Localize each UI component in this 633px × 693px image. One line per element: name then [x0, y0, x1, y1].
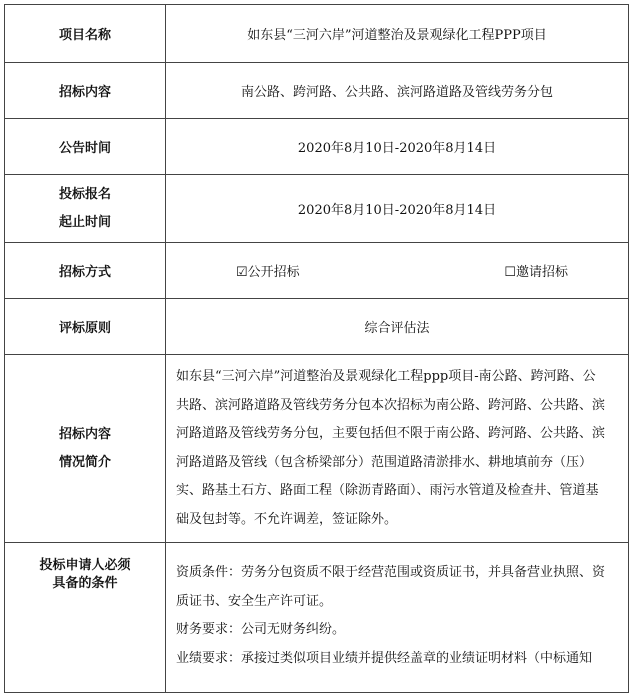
content-intro-line: 础及包封等。不允许调差，签证除外。: [176, 511, 398, 527]
evaluation-principle-value: 综合评估法: [166, 299, 629, 355]
announce-time-value: 2020年8月10日-2020年8月14日: [166, 119, 629, 175]
row-requirements: [5, 543, 629, 693]
content-intro-label: [5, 355, 166, 543]
row-content-intro: [5, 355, 629, 543]
content-intro-line: 河路道路及管线劳务分包，主要包括但不限于南公路、跨河路、公共路、滨: [176, 426, 606, 441]
row-evaluation-principle: [5, 299, 629, 355]
requirements-line: 业绩要求：承接过类似项目业绩并提供经盖章的业绩证明材料（中标通知: [176, 650, 593, 666]
content-intro-label-line2: 情况简介: [58, 454, 111, 470]
requirements-label-line2: 具备的条件: [52, 576, 118, 591]
tender-content-label: 招标内容: [5, 63, 166, 119]
row-bid-registration-time: [5, 175, 629, 243]
project-name-label: 项目名称: [5, 5, 166, 63]
tender-info-table: [4, 4, 629, 693]
requirements-label: [5, 543, 166, 693]
row-project-name: [5, 5, 629, 63]
tender-method-options: [166, 243, 629, 299]
bid-registration-label: [5, 175, 166, 243]
evaluation-principle-label: 评标原则: [5, 299, 166, 355]
row-tender-content: [5, 63, 629, 119]
tender-method-label: 招标方式: [5, 243, 166, 299]
content-intro-line: 如东县“三河六岸”河道整治及景观绿化工程ppp项目-南公路、跨河路、公: [176, 369, 596, 384]
row-tender-method: [5, 243, 629, 299]
requirements-line: 资质条件：劳务分包资质不限于经营范围或资质证书，并具备营业执照、资: [176, 565, 606, 580]
requirements-text: [166, 543, 629, 693]
tender-content-value: 南公路、跨河路、公共路、滨河路道路及管线劳务分包: [166, 63, 629, 119]
requirements-line: 财务要求：公司无财务纠纷。: [176, 622, 346, 637]
announce-time-label: 公告时间: [5, 119, 166, 175]
content-intro-line: 河路道路及管线（包含桥梁部分）范围道路清淤排水、耕地填前夯（压）: [176, 454, 593, 470]
requirements-label-line1: 投标申请人必须: [39, 558, 131, 573]
bid-registration-label-line1: 投标报名: [58, 186, 111, 202]
content-intro-line: 实、路基土石方、路面工程（除沥青路面）、雨污水管道及检查井、管道基: [176, 483, 599, 498]
open-tender-checkbox: ☑公开招标: [236, 265, 300, 280]
bid-registration-label-line2: 起止时间: [58, 214, 111, 230]
project-name-value: 如东县“三河六岸”河道整治及景观绿化工程PPP项目: [166, 5, 629, 63]
requirements-line: 质证书、安全生产许可证。: [176, 593, 333, 609]
bid-registration-value: 2020年8月10日-2020年8月14日: [166, 175, 629, 243]
content-intro-label-line1: 招标内容: [58, 426, 111, 442]
content-intro-text: [166, 355, 629, 543]
content-intro-line: 共路、滨河路道路及管线劳务分包本次招标为南公路、跨河路、公共路、滨: [176, 397, 606, 413]
row-announce-time: [5, 119, 629, 175]
invite-tender-checkbox: ☐邀请招标: [504, 265, 568, 280]
